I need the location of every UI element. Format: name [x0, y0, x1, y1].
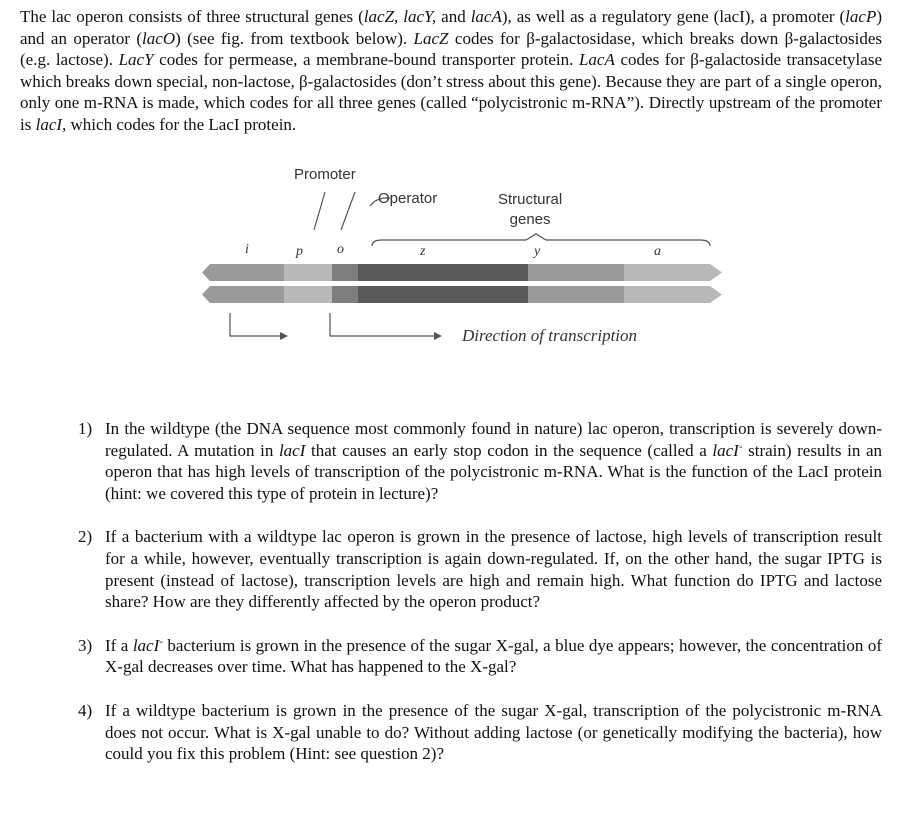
question-body: If a bacterium with a wildtype lac operon is grown in the presence of lactose, high levels of transcription result for a while, however, eventually transcription is again down-regulated. If, on the other hand, the sugar IPTG is present (instead of lactose), transcription levels are high and remain high. What function do IPTG and lactose share? How are they differently affected by the operon product?: [105, 527, 882, 612]
lac-operon-diagram: [200, 158, 740, 358]
question-number: 2): [78, 527, 93, 547]
question-number: 4): [78, 700, 93, 720]
transcription-arrow-operon: [330, 313, 442, 340]
question-body: If a lacI- bacterium is grown in the presence of the sugar X-gal, a blue dye appears; however, the concentration of X-gal decreases over time. What has happened to the X-gal?: [105, 635, 882, 677]
question-number: 3): [78, 635, 93, 655]
dna-strand-top: [202, 264, 722, 281]
question-1: [78, 418, 882, 504]
promoter-label: Promoter: [294, 166, 356, 183]
gene-letter-y: y: [534, 244, 541, 259]
gene-letter-p: p: [296, 244, 303, 259]
structural-label: Structural genes: [498, 191, 563, 228]
gene-letter-o: o: [337, 242, 344, 257]
gene-letter-a: a: [654, 244, 661, 259]
transcription-arrow-i: [230, 313, 288, 340]
promoter-pointer-p: [314, 192, 325, 230]
gene-letter-z: z: [420, 244, 426, 259]
question-3: [78, 635, 882, 678]
operator-label: Operator: [378, 190, 438, 207]
dna-strand-bottom: [202, 286, 722, 303]
promoter-pointer-o: [341, 192, 355, 230]
question-2: [78, 526, 882, 612]
question-body: If a wildtype bacterium is grown in the presence of the sugar X-gal, transcription of the polycistronic m-RNA does not occur. What is X-gal unable to do? Without adding lactose (or genetically modifying the bacteria), how could you fix this problem (Hint: see question 2)?: [105, 700, 882, 764]
question-body: In the wildtype (the DNA sequence most commonly found in nature) lac operon, transcription is severely down-regulated. A mutation in lacI that causes an early stop codon in the sequence (called a lacI- strain) results in an operon that has high levels of transcription of the polycistronic m-RNA. What is the function of the LacI protein (hint: we covered this type of protein in lecture)?: [105, 419, 882, 503]
direction-caption: Direction of transcription: [462, 326, 638, 345]
question-list: [78, 418, 882, 787]
intro-paragraph: The lac operon consists of three structural genes (lacZ, lacY, and lacA), as well as a regulatory gene (lacI), a promoter (lacP) and an operator (lacO) (see fig. from textbook below). LacZ codes for β-galactosidase, which breaks down β-galactosides (e.g. lactose). LacY codes for permease, a membrane-bound transporter protein. LacA codes for β-galactoside transacetylase which breaks down special, non-lactose, β-galactosides (don’t stress about this gene). Because they are part of a single operon, only one m-RNA is made, which codes for all three genes (called “polycistronic m-RNA”). Directly upstream of the promoter is lacI, which codes for the LacI protein.: [20, 7, 882, 134]
question-number: 1): [78, 419, 93, 438]
gene-letter-i: i: [245, 242, 249, 257]
question-4: [78, 700, 882, 765]
